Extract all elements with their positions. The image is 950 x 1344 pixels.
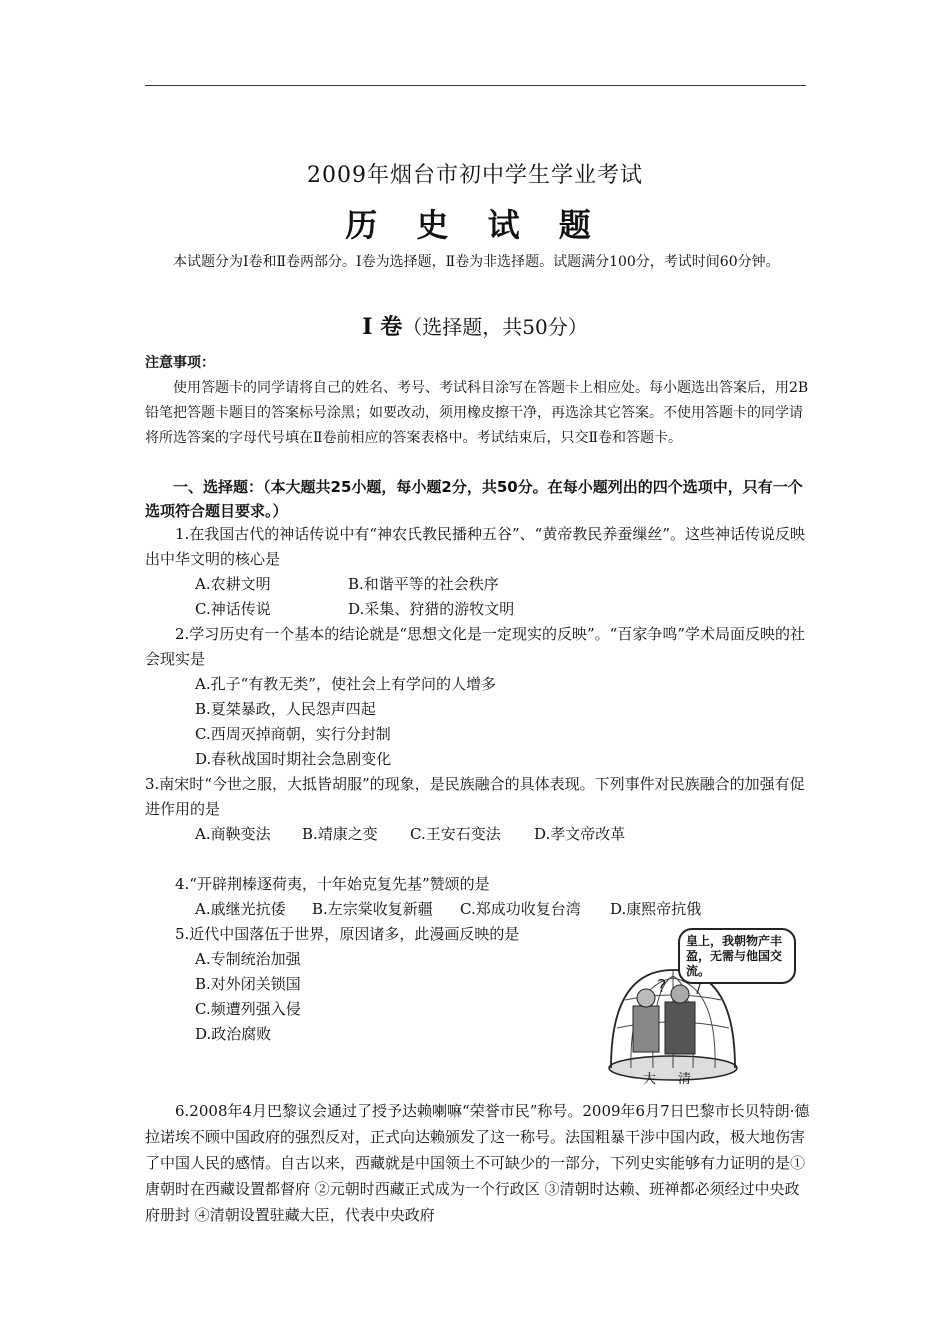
top-rule [145,85,806,86]
cartoon-label: 大清 [643,1072,714,1087]
q1-option-a: A.农耕文明 [195,575,271,593]
question-3-stem: 3.南宋时“今世之服，大抵皆胡服”的现象，是民族融合的具体表现。下列事件对民族融合的加强有促进作用的是 [145,775,805,818]
section-heading: 一、选择题：（本大题共25小题，每小题2分，共50分。在每小题列出的四个选项中，只有一个选项符合题目要求。） [145,478,803,520]
q3-option-b: B.靖康之变 [302,825,378,843]
question-6-stem: 6.2008年4月巴黎议会通过了授予达赖喇嘛“荣誉市民”称号。2009年6月7日巴黎市长贝特朗·德拉诺埃不顾中国政府的强烈反对，正式向达赖颁发了这一称号。法国粗暴干涉中国内政，极大地伤害了中国人民的感情。自古以来，西藏就是中国领土不可缺少的一部分，下列史实能够有力证明的是①唐朝时在西藏设置都督府 ②元朝时西藏正式成为一个行政区 ③清朝时达赖、班禅都必须经过中央政府册封 ④清朝设置驻藏大臣，代表中央政府 [145,1102,810,1224]
svg-text:?: ? [657,976,667,997]
intro-paragraph: 本试题分为Ⅰ卷和Ⅱ卷两部分。Ⅰ卷为选择题，Ⅱ卷为非选择题。试题满分100分，考试时间60分钟。 [173,254,780,270]
q2-option-b: B.夏桀暴政，人民怨声四起 [195,700,376,718]
notice-text: 使用答题卡的同学请将自己的姓名、考号、考试科目涂写在答题卡上相应处。每小题选出答案后，用2B铅笔把答题卡题目的答案标号涂黑；如要改动，须用橡皮擦干净，再选涂其它答案。不使用答题卡的同学请将所选答案的字母代号填在Ⅱ卷前相应的答案表格中。考试结束后，只交Ⅱ卷和答题卡。 [145,380,809,446]
q1-option-d: D.采集、狩猎的游牧文明 [348,600,515,618]
cartoon-speech-bubble: 皇上，我朝物产丰盈，无需与他国交流。 [678,928,796,984]
volume-heading [0,310,950,341]
q5-option-d: D.政治腐败 [195,1025,272,1043]
question-4-stem: 4.“开辟荆榛逐荷夷，十年始克复先基”赞颂的是 [175,875,490,893]
q5-option-a: A.专制统治加强 [195,950,301,968]
q2-option-a: A.孔子“有教无类”，使社会上有学问的人增多 [195,675,496,693]
volume-roman: Ⅰ 卷 [362,314,403,340]
q4-option-a: A.戚继光抗倭 [195,900,286,918]
q4-option-b: B.左宗棠收复新疆 [312,900,433,918]
q3-option-c: C.王安石变法 [410,825,501,843]
question-1-stem: 1.在我国古代的神话传说中有“神农氏教民播种五谷”、“黄帝教民养蚕缫丝”。这些神话传说反映出中华文明的核心是 [145,525,805,568]
q5-option-b: B.对外闭关锁国 [195,975,301,993]
q1-option-b: B.和谐平等的社会秩序 [348,575,499,593]
q4-option-d: D.康熙帝抗俄 [610,900,702,918]
q3-option-d: D.孝文帝改革 [534,825,626,843]
q2-option-d: D.春秋战国时期社会急剧变化 [195,750,392,768]
question-5-stem: 5.近代中国落伍于世界，原因诸多，此漫画反映的是 [175,925,520,943]
q1-option-c: C.神话传说 [195,600,271,618]
volume-note: （选择题，共50分） [402,315,588,339]
notice-heading: 注意事项： [145,355,215,371]
subject-title: 历 史 试 题 [345,206,605,244]
q4-option-c: C.郑成功收复台湾 [460,900,581,918]
q2-option-c: C.西周灭掉商朝，实行分封制 [195,725,391,743]
question-2-stem: 2.学习历史有一个基本的结论就是“思想文化是一定现实的反映”。“百家争鸣”学术局面反映的社会现实是 [145,625,805,668]
q5-option-c: C.频遭列强入侵 [195,1000,301,1018]
exam-title: 2009年烟台市初中学生学业考试 [307,163,643,188]
q3-option-a: A.商鞅变法 [195,825,271,843]
